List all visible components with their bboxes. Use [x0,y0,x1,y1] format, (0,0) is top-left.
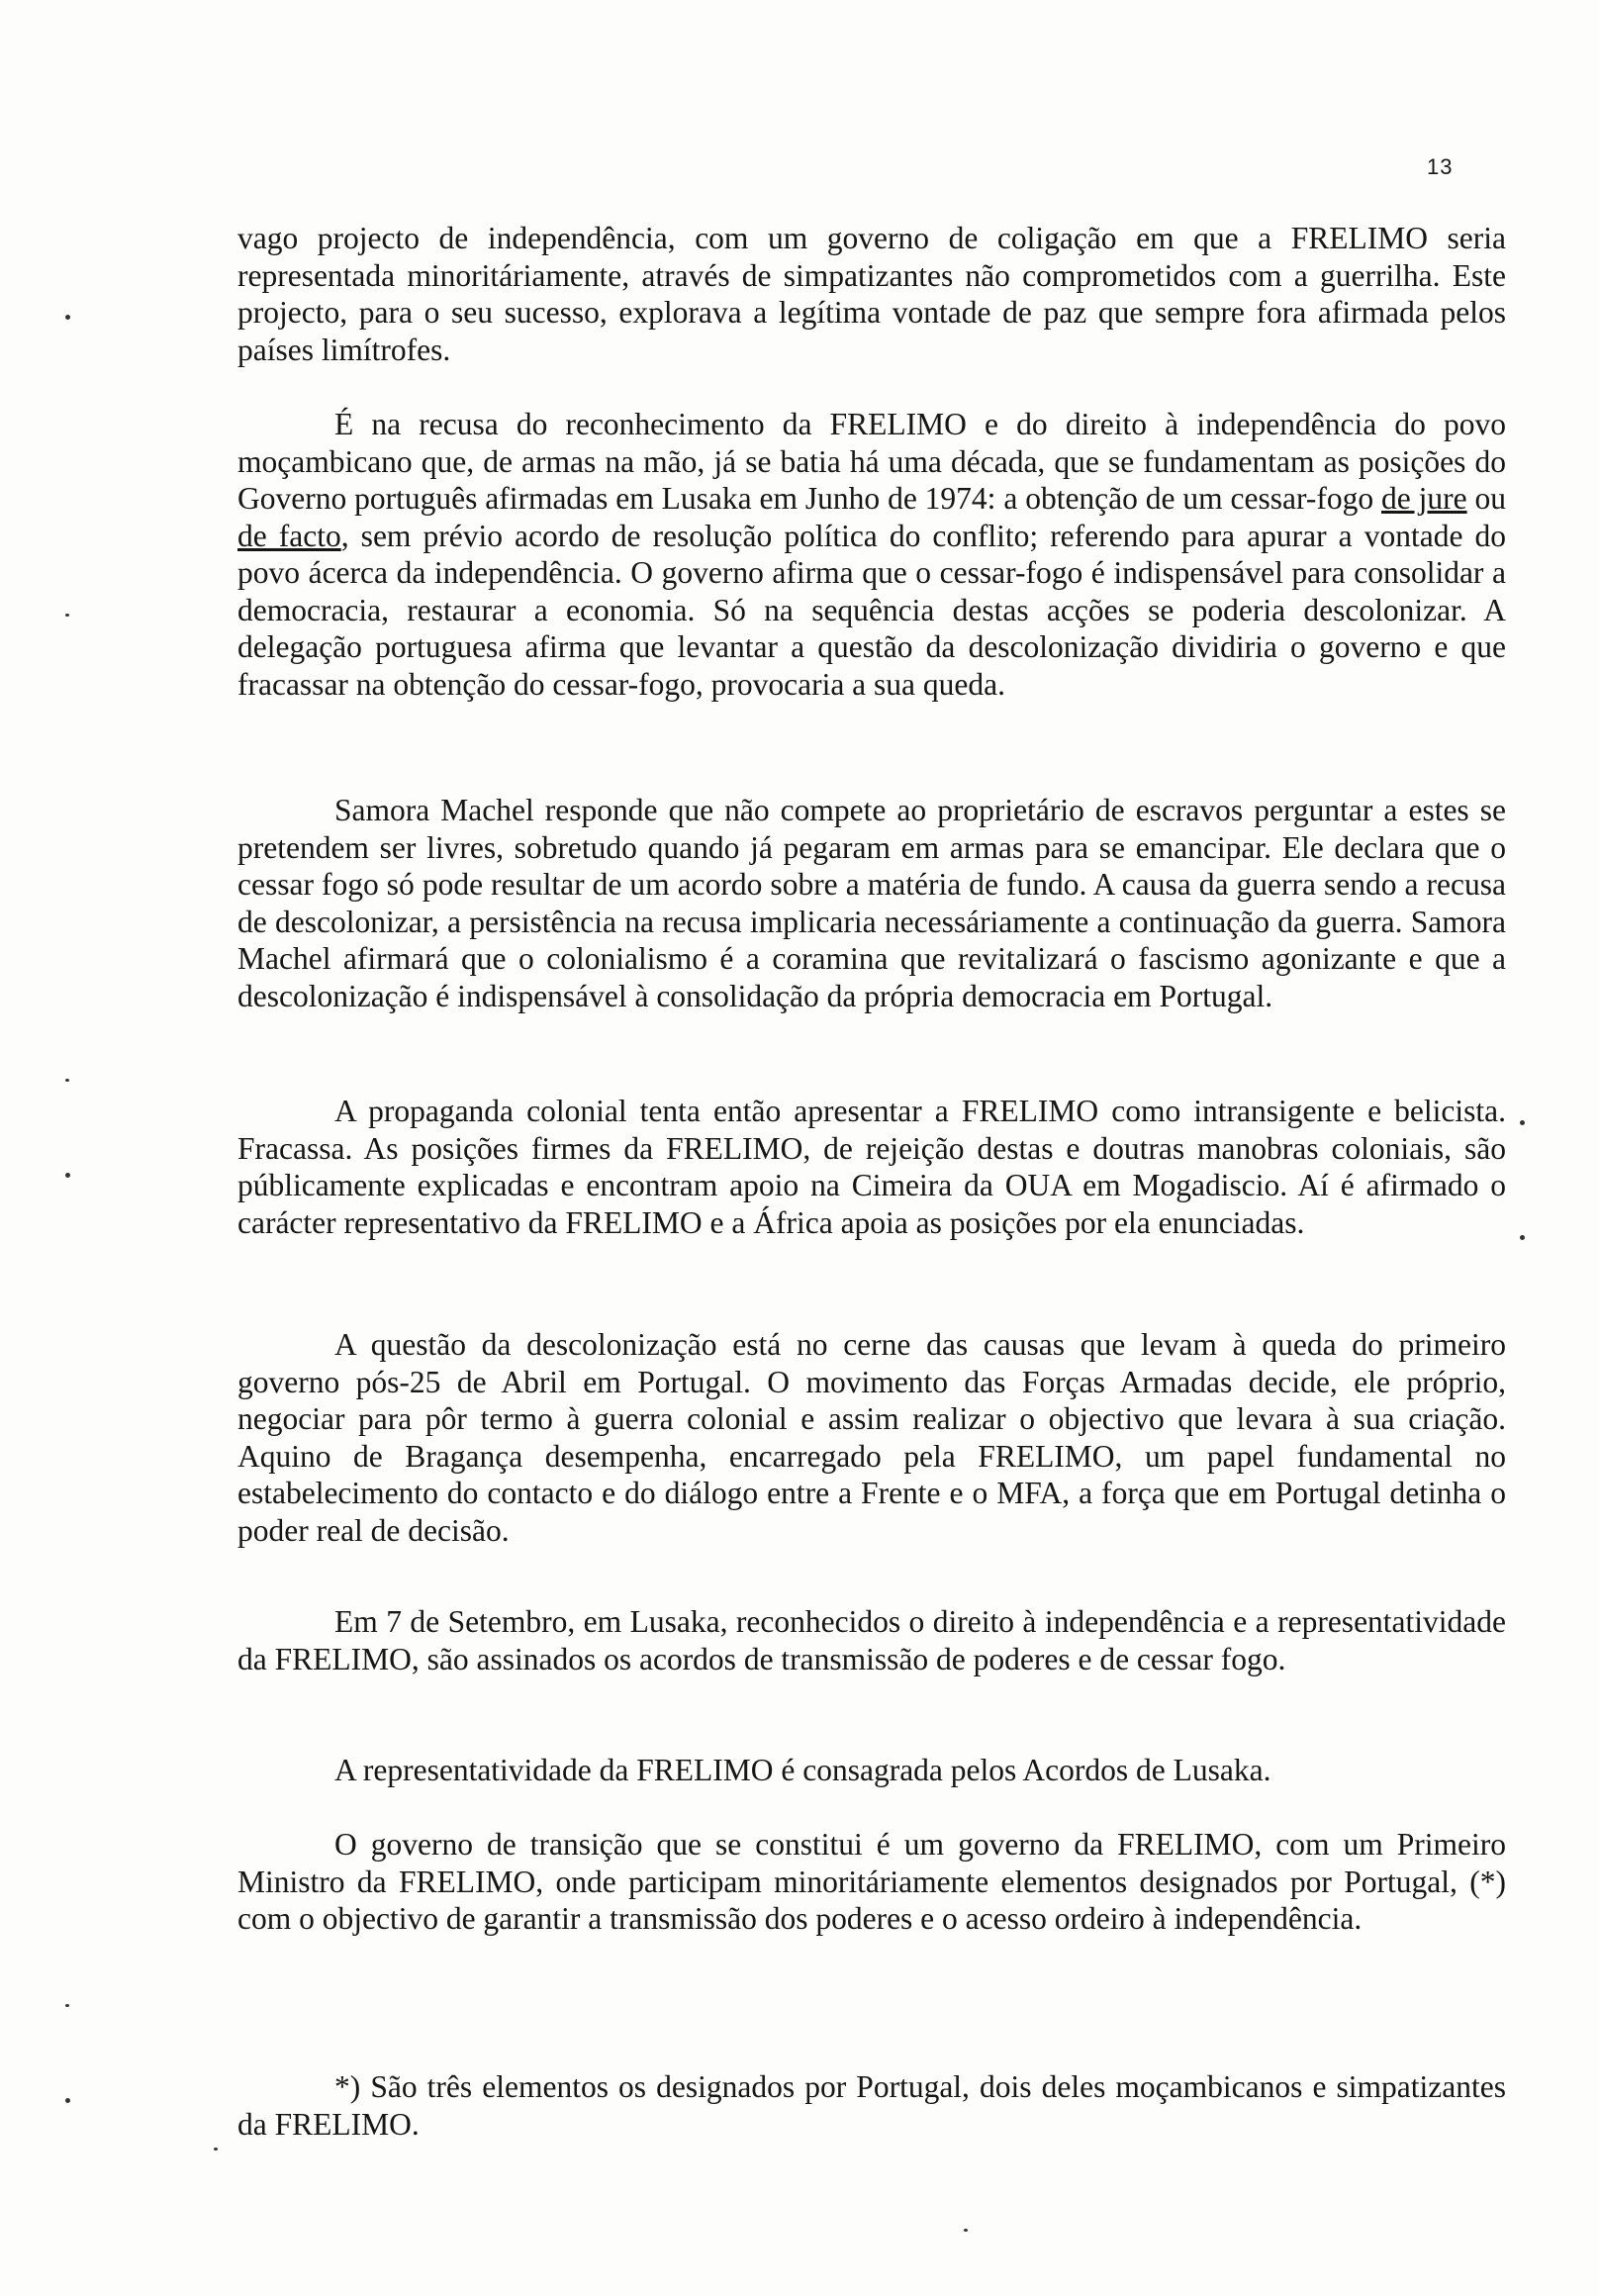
paragraph-representativeness: A representatividade da FRELIMO é consagrada pelos Acordos de Lusaka. [334,1753,1271,1787]
paragraph-colonial-propaganda: A propaganda colonial tenta então apresentar a FRELIMO como intransigente e belicista. Fracassa. As posições firmes da FRELIMO, de rejeição destas e doutras manobras coloniais, são públicamente explicadas e encontram apoio na Cimeira da OUA em Mogadiscio. Aí é afirmado o carácter representativo da FRELIMO e a África apoia as posições por ela enunciadas. [237,1094,1506,1240]
paragraph-continuation: vago projecto de independência, com um governo de coligação em que a FRELIMO seria representada minoritáriamente, através de simpatizantes não comprometidos com a guerrilha. Este projecto, para o seu sucesso, explorava a legítima vontade de paz que sempre fora afirmada pelos países limítrofes. [237,221,1506,367]
paragraph-decolonization: A questão da descolonização está no cerne das causas que levam à queda do primeiro governo pós-25 de Abril em Portugal. O movimento das Forças Armadas decide, ele próprio, negociar para pôr termo à guerra colonial e assim realizar o objectivo que levara à sua criação. Aquino de Bragança desempenha, encarregado pela FRELIMO, um papel fundamental no estabelecimento do contacto e do diálogo entre a Frente e o MFA, a força que em Portugal detinha o poder real de decisão. [237,1327,1506,1548]
paragraph-samora-machel: Samora Machel responde que não compete ao proprietário de escravos perguntar a estes se pretendem ser livres, sobretudo quando já pegaram em armas para se emancipar. Ele declara que o cessar fogo só pode resultar de um acordo sobre a matéria de fundo. A causa da guerra sendo a recusa de descolonizar, a persistência na recusa implicaria necessáriamente a continuação da guerra. Samora Machel afirmará que o colonialismo é a coramina que revitalizará o fascismo agonizante e que a descolonização é indispensável à consolidação da própria democracia em Portugal. [237,793,1506,1013]
scan-speck [1520,1120,1525,1125]
scan-speck [1520,1235,1525,1240]
scan-speck [65,1173,70,1178]
footnote: *) São três elementos os designados por Portugal, dois deles moçambicanos e simpatizantes da FRELIMO. [237,2069,1506,2142]
scan-speck [65,2004,69,2007]
paragraph-lusaka-accords: Em 7 de Setembro, em Lusaka, reconhecidos o direito à independência e a representatividade da FRELIMO, são assinados os acordos de transmissão de poderes e de cessar fogo. [237,1604,1506,1676]
scan-speck [214,2148,218,2151]
page-number: 13 [1427,154,1454,179]
paragraph-text: ou [1466,481,1507,516]
underlined-de-jure: de jure [1381,481,1467,516]
paragraph-text: , sem prévio acordo de resolução política do conflito; referendo para apurar a vontade do povo ácerca da independência. O governo afirma que o cessar-fogo é indispensável para consolidar a democracia, restaurar a economia. Só na sequência destas acções se poderia descolonizar. A delegação portuguesa afirma que levantar a questão da descolonização dividiria o governo e que fracassar na obtenção do cessar-fogo, provocaria a sua queda. [237,518,1506,702]
scan-speck [65,2098,70,2103]
paragraph-text: É na recusa do reconhecimento da FRELIMO e do direito à independência do povo moçambicano que, de armas na mão, já se batia há uma década, que se fundamentam as posições do Governo português afirmadas em Lusaka em Junho de 1974: a obtenção de um cessar-fogo [237,407,1506,516]
paragraph-transition-government: O governo de transição que se constitui é um governo da FRELIMO, com um Primeiro Ministro da FRELIMO, onde participam minoritáriamente elementos designados por Portugal, (*) com o objectivo de garantir a transmissão dos poderes e o acesso ordeiro à independência. [237,1827,1506,1936]
scan-speck [65,1079,69,1082]
paragraph-lusaka-positions [237,406,1506,703]
scan-speck [964,2229,968,2232]
scan-speck [65,315,70,320]
underlined-de-facto: de facto [237,518,341,553]
scan-speck [65,614,69,617]
